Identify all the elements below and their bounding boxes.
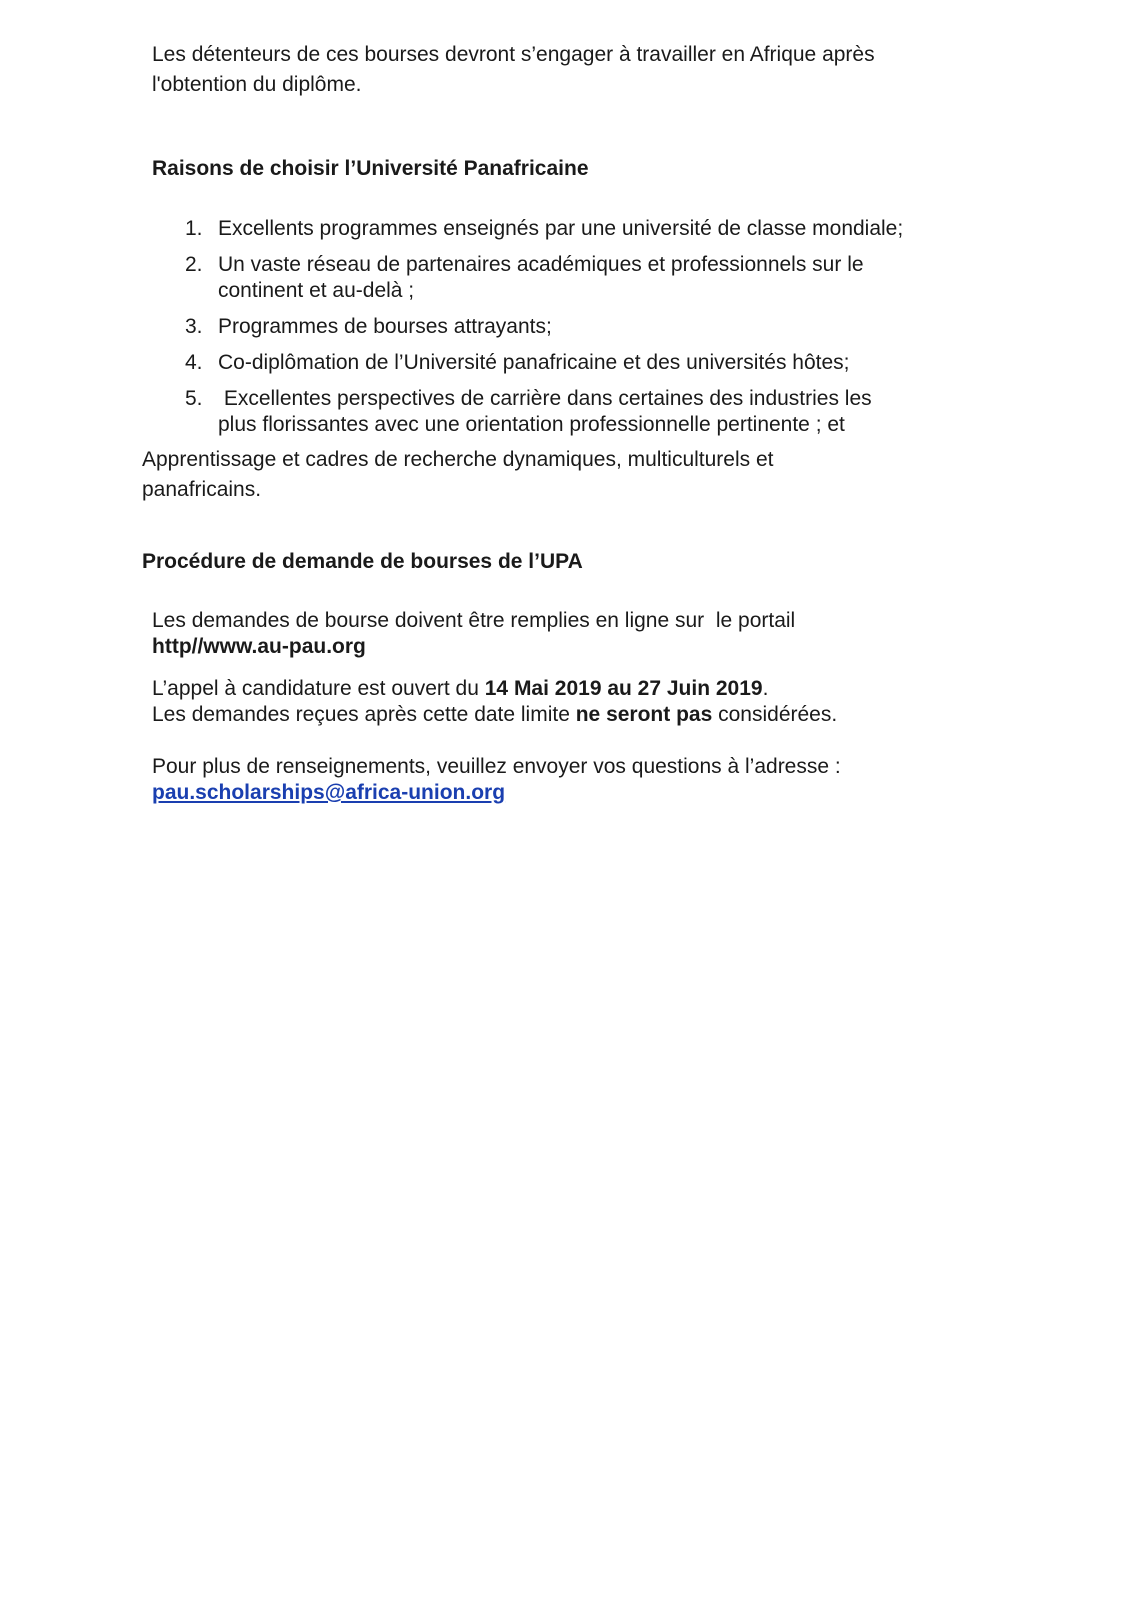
trailing-line-1: Apprentissage et cadres de recherche dynamiques, multiculturels et bbox=[142, 448, 774, 471]
reasons-trailing-paragraph bbox=[142, 445, 1002, 505]
list-item-text bbox=[218, 314, 985, 340]
late-notice-line bbox=[152, 702, 1012, 728]
procedure-heading: Procédure de demande de bourses de l’UPA bbox=[142, 550, 583, 573]
trailing-line-2: panafricains. bbox=[142, 478, 262, 501]
late-notice-bold: ne seront pas bbox=[575, 703, 713, 726]
list-item-text bbox=[218, 386, 985, 438]
list-item-line: Excellentes perspectives de carrière dans certaines des industries les bbox=[218, 387, 872, 410]
list-item-number: 2. bbox=[185, 253, 203, 276]
late-notice-suffix: considérées. bbox=[712, 703, 838, 726]
list-item bbox=[185, 252, 985, 304]
list-item-line: Excellents programmes enseignés par une université de classe mondiale; bbox=[218, 217, 904, 240]
late-notice-prefix: Les demandes reçues après cette date limite bbox=[152, 703, 576, 726]
reasons-heading: Raisons de choisir l’Université Panafricaine bbox=[152, 157, 589, 180]
portal-text: Les demandes de bourse doivent être remplies en ligne sur le portail bbox=[152, 609, 796, 632]
intro-paragraph bbox=[152, 40, 1012, 100]
deadline-paragraph bbox=[152, 676, 1012, 728]
list-item-line: Co-diplômation de l’Université panafricaine et des universités hôtes; bbox=[218, 351, 850, 374]
contact-email-link[interactable]: pau.scholarships@africa-union.org bbox=[152, 781, 506, 804]
reasons-list bbox=[185, 216, 985, 448]
deadline-line bbox=[152, 676, 1012, 702]
contact-paragraph bbox=[152, 754, 1012, 806]
list-item bbox=[185, 216, 985, 242]
contact-text: Pour plus de renseignements, veuillez envoyer vos questions à l’adresse : bbox=[152, 755, 841, 778]
intro-line-1: Les détenteurs de ces bourses devront s’engager à travailler en Afrique après bbox=[152, 43, 875, 66]
list-item-line: Un vaste réseau de partenaires académiques et professionnels sur le bbox=[218, 253, 864, 276]
deadline-dates: 14 Mai 2019 au 27 Juin 2019 bbox=[484, 677, 763, 700]
list-item-number: 3. bbox=[185, 315, 203, 338]
list-item bbox=[185, 386, 985, 438]
list-item-number: 1. bbox=[185, 217, 203, 240]
portal-url: http//www.au-pau.org bbox=[152, 635, 366, 658]
portal-paragraph bbox=[152, 608, 1012, 660]
list-item-line: plus florissantes avec une orientation professionnelle pertinente ; et bbox=[218, 413, 845, 436]
list-item bbox=[185, 314, 985, 340]
deadline-prefix: L’appel à candidature est ouvert du bbox=[152, 677, 485, 700]
list-item-text bbox=[218, 216, 985, 242]
list-item-number: 4. bbox=[185, 351, 203, 374]
list-item-line: continent et au-delà ; bbox=[218, 279, 415, 302]
intro-line-2: l'obtention du diplôme. bbox=[152, 73, 362, 96]
list-item-line: Programmes de bourses attrayants; bbox=[218, 315, 552, 338]
list-item bbox=[185, 350, 985, 376]
list-item-text bbox=[218, 252, 985, 304]
list-item-text bbox=[218, 350, 985, 376]
deadline-suffix: . bbox=[762, 677, 769, 700]
list-item-number: 5. bbox=[185, 387, 203, 410]
